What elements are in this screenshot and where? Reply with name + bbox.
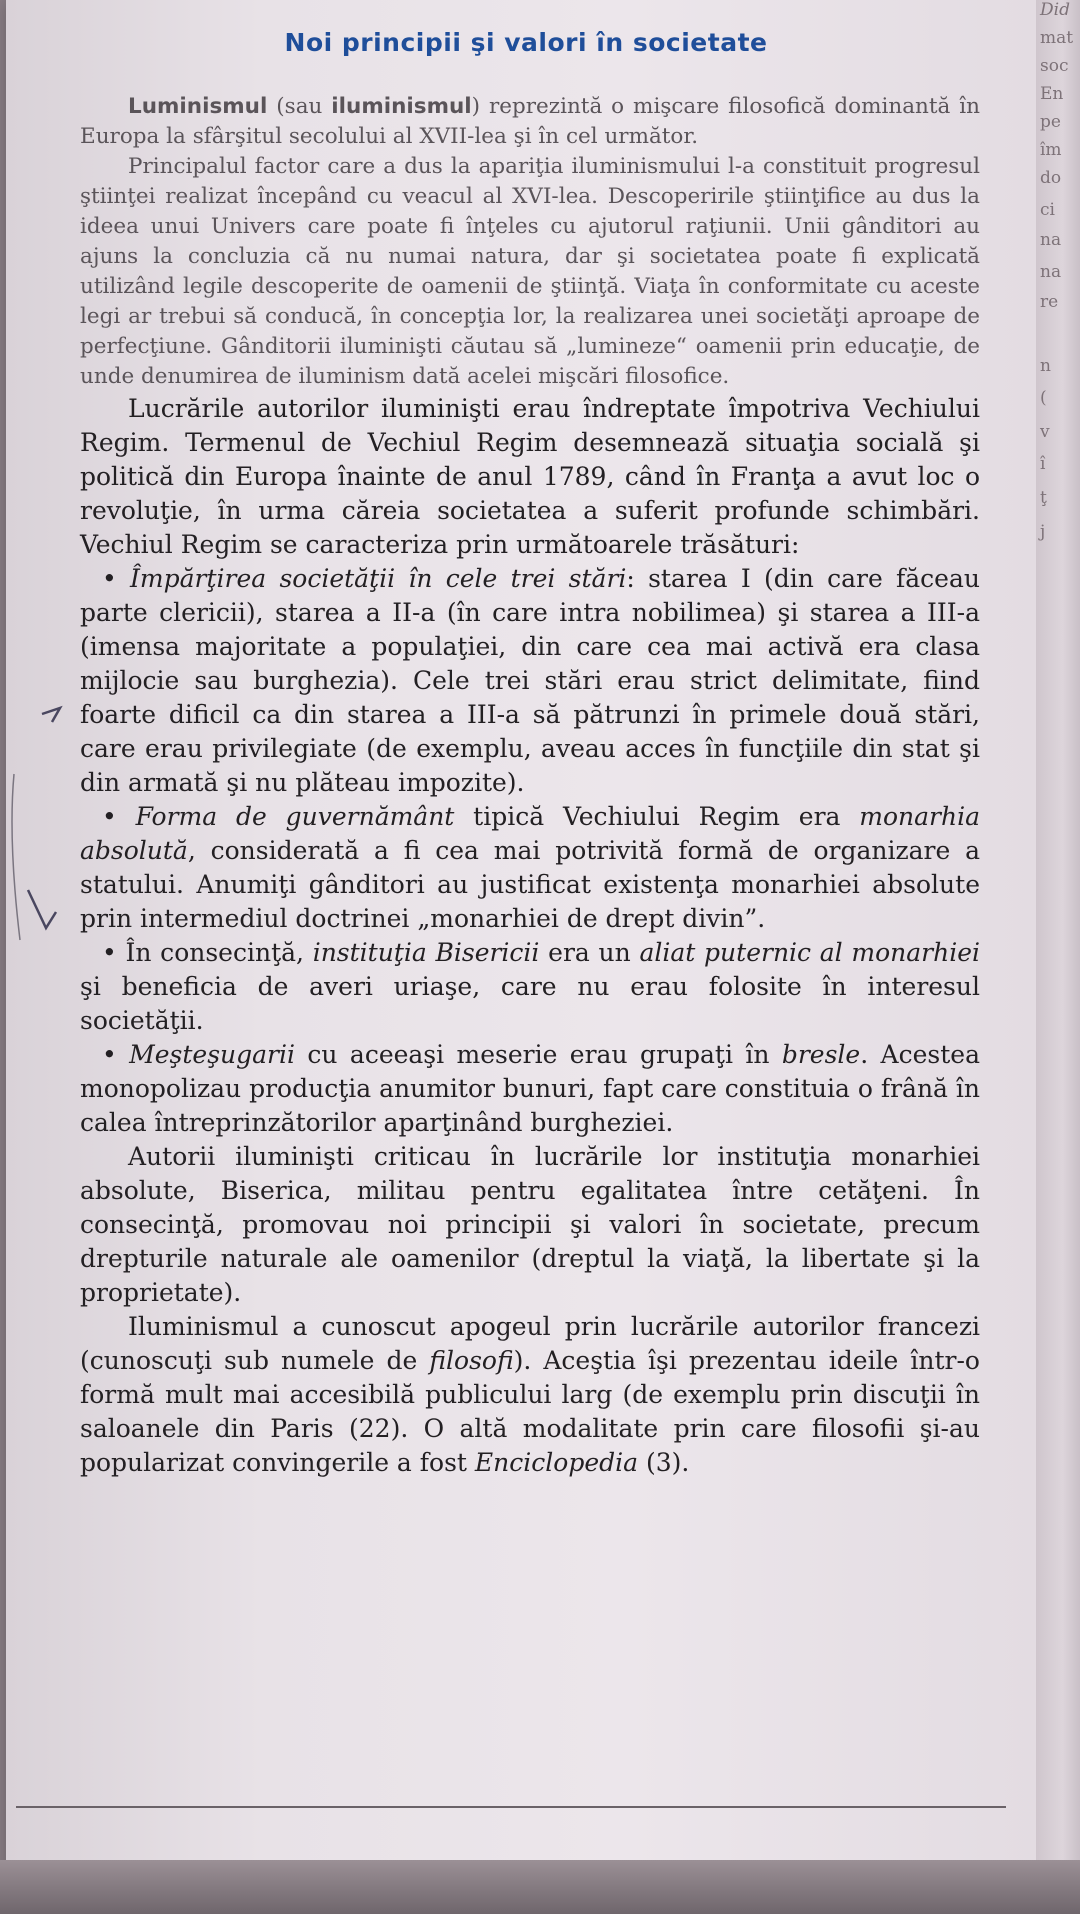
italic-term: Împărţirea societăţii în cele trei stări — [130, 564, 627, 593]
text-span: : starea I (din care făceau parte clericii), starea a II-a (în care intra nobilimea) şi starea a III-a (imensa majoritate a populaţiei, din care cea mai activă era clasa mijlocie sau burghezia). Cele trei stări erau strict delimitate, fiind foarte dificil ca din starea a III-a să pătrunzi în primele două stări, care erau privilegiate (de exemplu, aveau acces în funcţiile din stat şi din armată şi nu plăteau impozite). — [80, 564, 980, 797]
side-word: na — [1040, 230, 1062, 250]
text-span: . Acestea monopolizau producţia anumitor bunuri, fapt care constituia o frână în calea întreprinzătorilor aparţinând burgheziei. — [80, 1040, 980, 1137]
italic-term: aliat puternic al monarhiei — [639, 938, 981, 967]
pencil-margin-mark — [6, 690, 76, 980]
term-luminismul: Luminismul — [128, 94, 268, 119]
text-span: era un — [539, 938, 640, 967]
side-word: do — [1040, 168, 1062, 188]
text-span: ) reprezintă o mişcare filosofică dominantă în Europa la sfârşitul secolului al XVII-lea şi în cel următor. — [80, 94, 980, 149]
text-span: tipică Vechiului Regim era — [454, 802, 860, 831]
side-word: n — [1040, 356, 1051, 376]
side-word: î — [1040, 454, 1046, 474]
side-word: îm — [1040, 140, 1062, 160]
text-span: (sau — [267, 94, 332, 119]
text-span: cu aceeaşi meserie erau grupaţi în — [295, 1040, 782, 1069]
bullet-mark: • — [102, 938, 117, 967]
text-span: Iluminismul a cunoscut apogeul prin lucrările autorilor francezi (cunoscuţi sub numele de — [80, 1312, 980, 1375]
adjacent-page-edge — [1036, 0, 1080, 1914]
side-word: v — [1040, 422, 1050, 442]
desk-background — [0, 1860, 1080, 1914]
side-word: j — [1040, 522, 1046, 542]
footer-rule — [16, 1806, 1006, 1808]
term-iluminismul: iluminismul — [331, 94, 472, 119]
side-word: soc — [1040, 56, 1069, 76]
paragraph-intro — [80, 92, 980, 152]
italic-term: Meşteşugarii — [129, 1040, 296, 1069]
bullet-mark: • — [102, 564, 117, 593]
paragraph-vechiul-regim: Lucrările autorilor iluminişti erau îndreptate împotriva Vechiului Regim. Termenul de Vechiul Regim desemnează situaţia socială şi politică din Europa înainte de anul 1789, când în Franţa a avut loc o revoluţie, în urma căreia societatea a suferit profunde schimbări. Vechiul Regim se caracteriza prin următoarele trăsături: — [80, 394, 980, 559]
page-title: Noi principii şi valori în societate — [284, 28, 768, 57]
text-span: ). Aceştia îşi prezentau ideile într-o formă mult mai accesibilă publicului larg (de exemplu prin discuţii în saloanele din Paris (22). O altă modalitate prin care filosofii şi-au popularizat convingerile a fost — [80, 1346, 980, 1477]
side-word: En — [1040, 84, 1064, 104]
text-span: În consecinţă, — [125, 938, 313, 967]
side-word: Did — [1040, 0, 1070, 20]
italic-term: Forma de guvernământ — [135, 802, 455, 831]
bullet-trei-stari — [80, 562, 980, 800]
paragraph-critica: Autorii iluminişti criticau în lucrările lor instituţia monarhiei absolute, Biserica, militau pentru egalitatea între cetăţeni. În consecinţă, promovau noi principii şi valori în societate, precum drepturile naturale ale oamenilor (dreptul la viaţă, la libertate şi la proprietate). — [80, 1142, 980, 1307]
paragraph-factor: Principalul factor care a dus la apariţia iluminismului l-a constituit progresul ştiinţei realizat începând cu veacul al XVI-lea. Descoperirile ştiinţifice au dus la ideea unui Univers care poate fi înţeles cu ajutorul raţiunii. Unii gânditori au ajuns la concluzia că nu numai natura, dar şi societatea poate fi explicată utilizând legile descoperite de oamenii de ştiinţă. Viaţa în conformitate cu aceste legi ar trebui să conducă, în concepţia lor, la realizarea unei societăţi aproape de perfecţiune. Gânditorii iluminişti căutau să „lumineze“ oamenii prin educaţie, de unde denumirea de iluminism dată acelei mişcări filosofice. — [80, 154, 980, 389]
bullet-biserica — [80, 936, 980, 1038]
side-word: pe — [1040, 112, 1061, 132]
italic-term: instituţia Bisericii — [312, 938, 540, 967]
side-word: mat — [1040, 28, 1074, 48]
bullet-bresle — [80, 1038, 980, 1140]
italic-term: monarhia absolută — [80, 802, 980, 865]
bullet-mark: • — [102, 1040, 117, 1069]
italic-term: filosofi — [429, 1346, 514, 1375]
italic-term: Enciclopedia — [474, 1448, 639, 1477]
side-word: na — [1040, 262, 1062, 282]
paragraph-filosofi — [80, 1310, 980, 1480]
text-span: (3). — [638, 1448, 690, 1477]
bullet-mark: • — [102, 802, 117, 831]
textbook-page — [6, 0, 1036, 1914]
bullet-guvernamant — [80, 800, 980, 936]
side-word: re — [1040, 292, 1059, 312]
side-word: ci — [1040, 200, 1055, 220]
side-word: ( — [1040, 388, 1047, 408]
body-text — [80, 92, 980, 1480]
text-span: , considerată a fi cea mai potrivită formă de organizare a statului. Anumiţi gânditori au justificat existenţa monarhiei absolute prin intermediul doctrinei „monarhiei de drept divin”. — [80, 836, 980, 933]
side-word: ţ — [1040, 488, 1047, 508]
text-span: şi beneficia de averi uriaşe, care nu erau folosite în interesul societăţii. — [80, 972, 980, 1035]
italic-term: bresle — [781, 1040, 861, 1069]
